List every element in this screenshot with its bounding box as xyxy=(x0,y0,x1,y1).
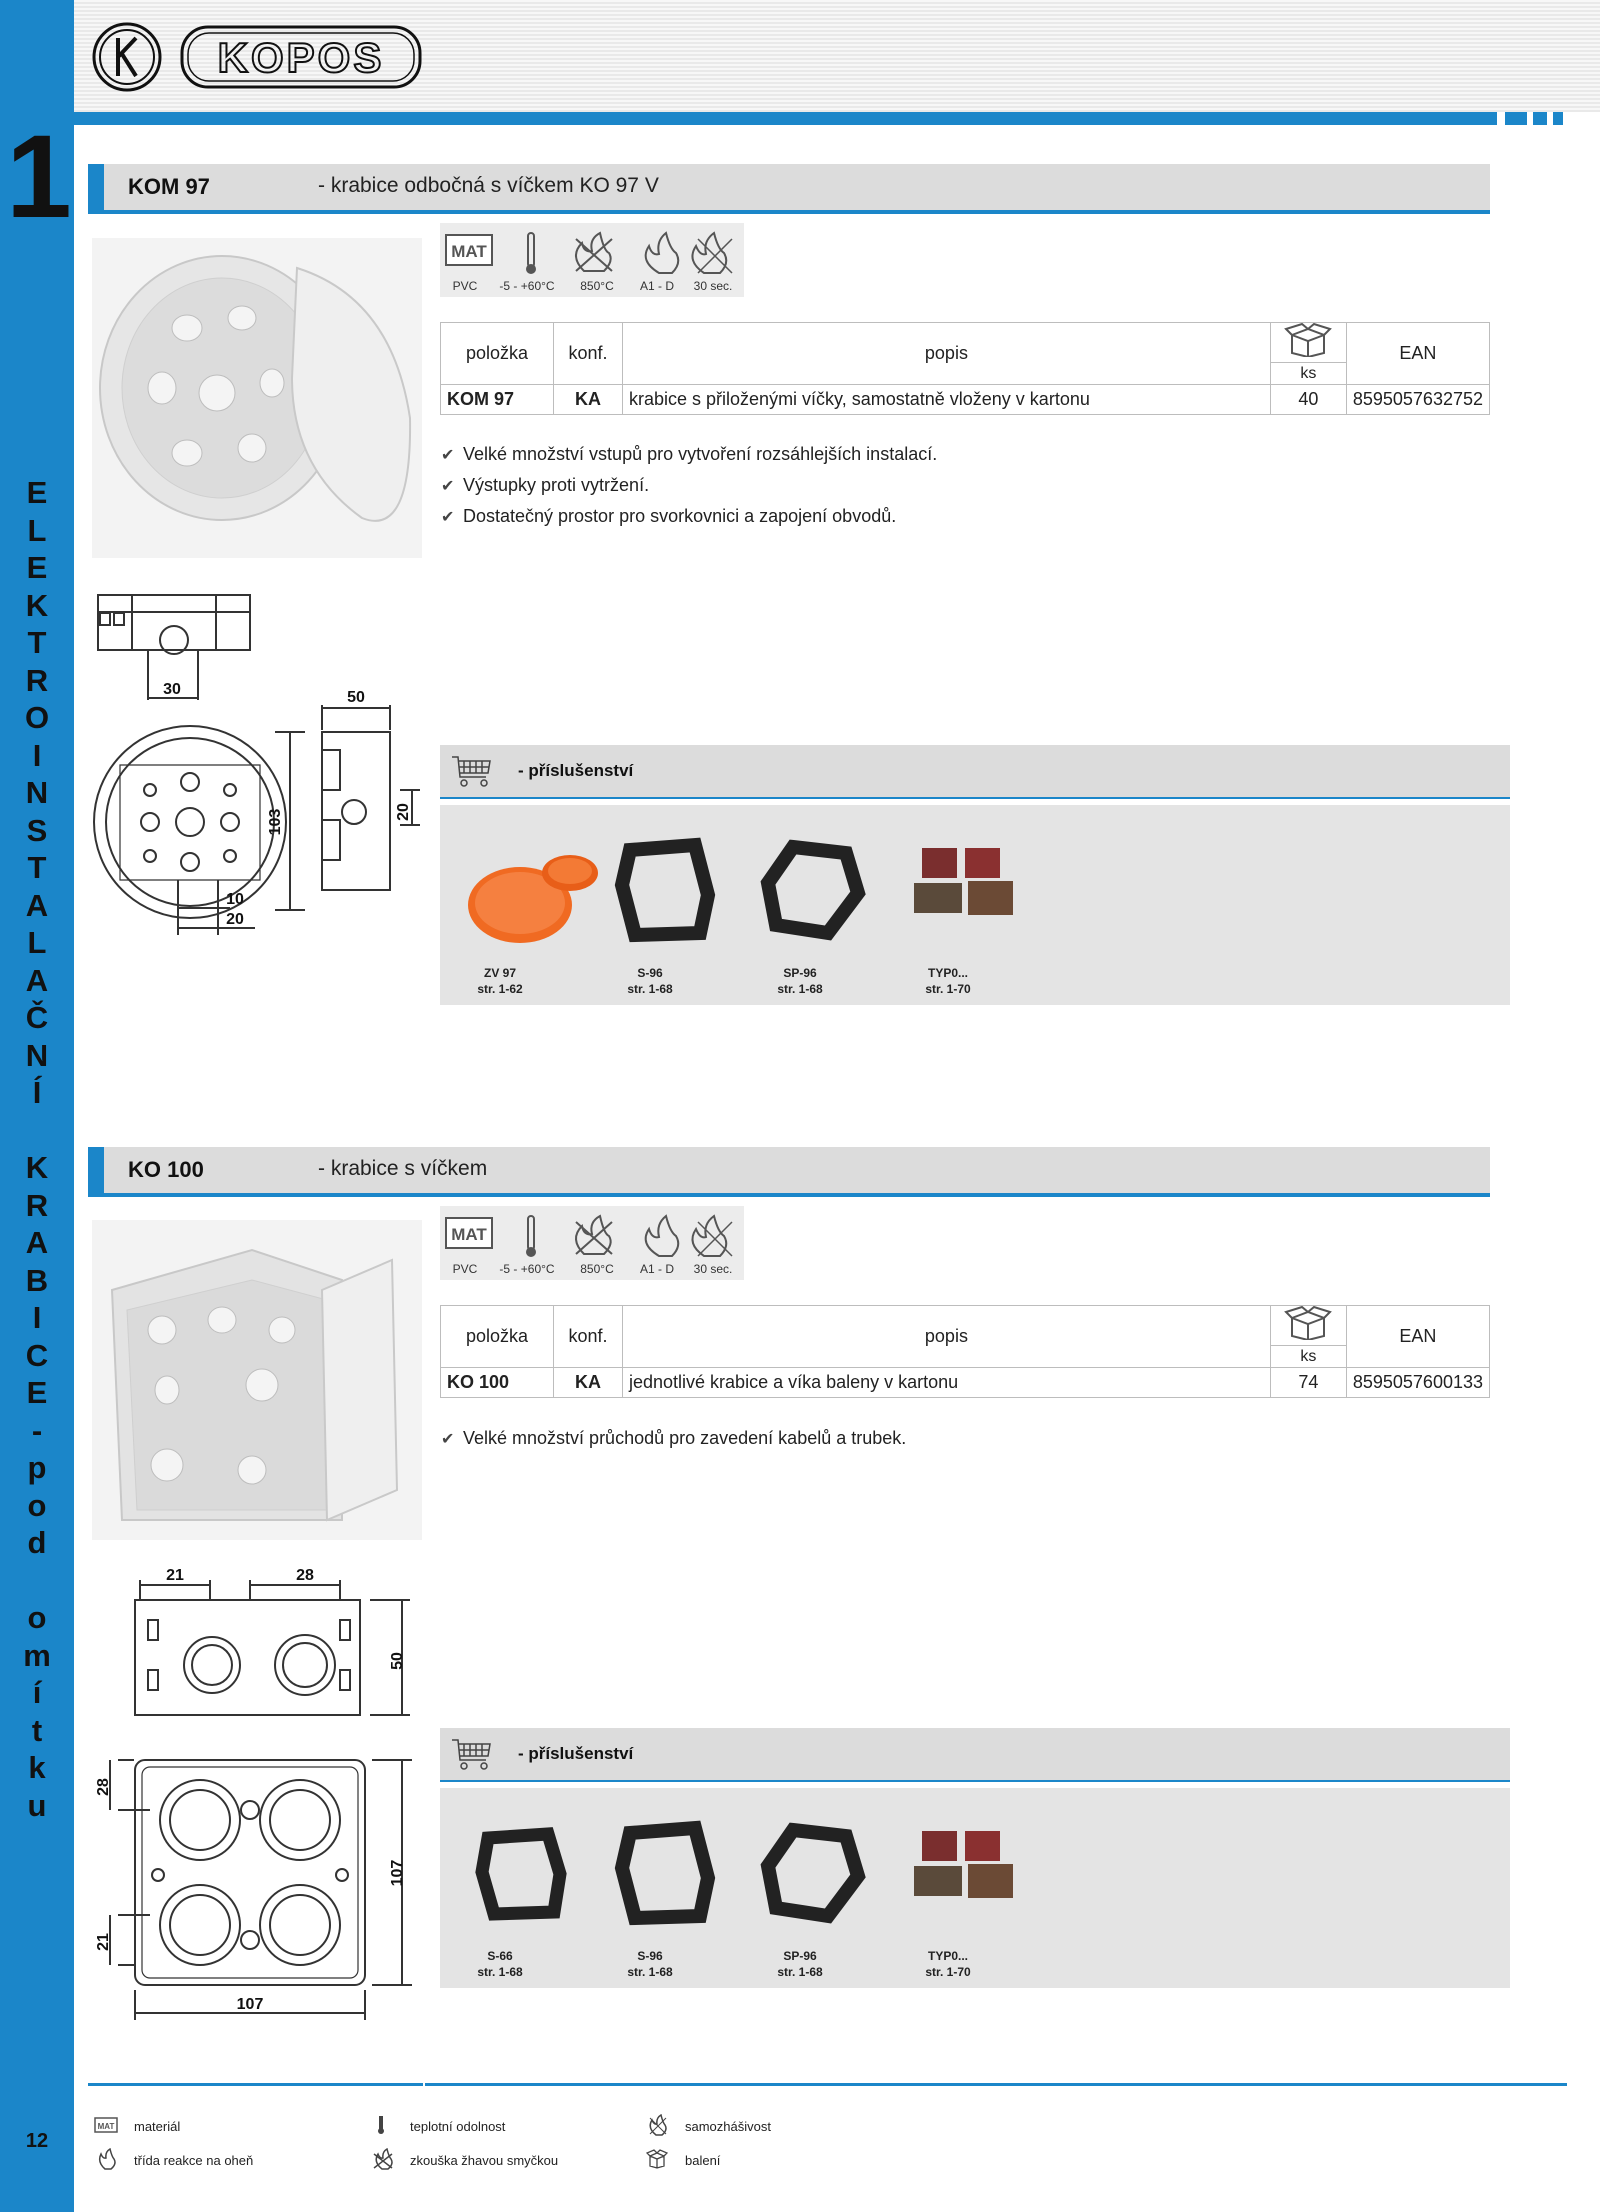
self-extinguish-value: 30 sec. xyxy=(693,1262,733,1276)
vertical-letter: C xyxy=(25,1337,49,1373)
table-row xyxy=(441,385,1490,415)
box-icon xyxy=(1270,323,1346,363)
header-item: položka xyxy=(441,1306,554,1368)
technical-drawing-ko100 xyxy=(90,1565,430,2050)
spec-table-ko100 xyxy=(440,1305,1490,1398)
glow-wire-value: 850°C xyxy=(580,1262,614,1276)
product-title: - krabice s víčkem xyxy=(318,1157,488,1180)
vertical-letter: N xyxy=(25,775,49,810)
glow-wire-icon xyxy=(372,2148,394,2170)
vertical-letter: S xyxy=(26,812,48,848)
vertical-letter: O xyxy=(24,700,50,735)
accessory-label: S-96 str. 1-68 xyxy=(627,966,673,996)
header-square xyxy=(1505,112,1527,125)
vertical-letter: L xyxy=(27,925,47,960)
vertical-letter: p xyxy=(27,1450,47,1485)
dim-label: 21 xyxy=(95,1933,112,1951)
terminal-typ0-image xyxy=(910,843,1030,933)
accessory-label: SP-96 str. 1-68 xyxy=(777,1949,823,1979)
row-item: KO 100 xyxy=(441,1368,554,1398)
terminal-typ0-image xyxy=(910,1826,1030,1916)
section-accent xyxy=(88,1147,104,1197)
row-item: KOM 97 xyxy=(441,385,554,415)
dim-label: 28 xyxy=(296,1567,314,1584)
spacer-s66-image xyxy=(470,1824,570,1924)
dim-label: 103 xyxy=(267,808,284,836)
header-square xyxy=(1553,112,1563,125)
check-icon: ✔ xyxy=(441,478,455,495)
vertical-letter: u xyxy=(27,1787,47,1823)
accessories-title: - příslušenství xyxy=(518,1744,634,1763)
vertical-letter: K xyxy=(25,1150,49,1185)
vertical-letter: d xyxy=(27,1525,47,1560)
fire-class-value: A1 - D xyxy=(639,279,674,293)
vertical-letter: K xyxy=(25,587,49,623)
glow-wire-value: 850°C xyxy=(580,279,614,293)
check-icon: ✔ xyxy=(441,1431,455,1448)
accessory-label: ZV 97 str. 1-62 xyxy=(477,966,523,996)
page-number: 12 xyxy=(25,2130,49,2152)
vertical-letter: R xyxy=(25,662,49,698)
dim-label: 20 xyxy=(395,803,412,821)
vertical-letter: L xyxy=(27,512,47,548)
vertical-letter: R xyxy=(25,1187,49,1223)
property-icons xyxy=(440,223,744,297)
product-title: - krabice odbočná s víčkem KO 97 V xyxy=(318,174,659,197)
legend-material: materiál xyxy=(134,2119,181,2134)
list-item: ✔ Velké množství vstupů pro vytvoření rozsáhlejších instalací. xyxy=(441,439,937,470)
product-photo-ko100 xyxy=(92,1220,422,1545)
list-item: ✔ Dostatečný prostor pro svorkovnici a zapojení obvodů. xyxy=(441,501,937,532)
accessory-label: SP-96 str. 1-68 xyxy=(777,966,823,996)
footer-rule xyxy=(425,2083,1567,2086)
vertical-letter xyxy=(0,1562,74,1600)
vertical-letter: A xyxy=(25,962,49,998)
temperature-value: -5 - +60°C xyxy=(499,279,555,293)
vertical-letter: I xyxy=(32,737,42,773)
accessories-header xyxy=(440,1728,1510,1782)
property-icons xyxy=(440,1206,744,1280)
row-config: KA xyxy=(554,385,623,415)
dim-label: 30 xyxy=(163,681,181,698)
self-extinguish-value: 30 sec. xyxy=(693,279,733,293)
vertical-section-title xyxy=(0,474,74,1824)
vertical-letter: E xyxy=(26,1375,48,1410)
header-rule xyxy=(74,112,1497,125)
dim-label: 50 xyxy=(347,689,365,706)
legend-reaction-to-fire: třída reakce na oheň xyxy=(134,2153,254,2168)
header-config: konf. xyxy=(554,323,623,385)
thermometer-icon xyxy=(376,2115,386,2135)
dim-label: 28 xyxy=(95,1778,112,1796)
technical-drawing-kom97 xyxy=(90,590,430,945)
vertical-letter: - xyxy=(31,1412,43,1448)
vertical-letter: T xyxy=(27,625,47,660)
vertical-letter: Í xyxy=(32,1075,42,1110)
vertical-letter: k xyxy=(28,1750,46,1785)
mat-legend-icon xyxy=(94,2117,118,2133)
feature-list xyxy=(441,1423,906,1454)
material-value: PVC xyxy=(452,1262,478,1276)
accessory-label: TYP0... str. 1-70 xyxy=(925,966,971,996)
row-ean: 8595057600133 xyxy=(1346,1368,1489,1398)
section-accent xyxy=(88,164,104,214)
mat-icon: MAT xyxy=(451,242,487,261)
vertical-letter: í xyxy=(32,1675,42,1710)
self-extinguish-icon xyxy=(646,2114,668,2136)
vertical-letter: Č xyxy=(25,1000,49,1035)
box-legend-icon xyxy=(646,2149,668,2169)
vertical-letter: o xyxy=(27,1600,47,1635)
list-item: ✔ Velké množství průchodů pro zavedení kabelů a trubek. xyxy=(441,1423,906,1454)
fire-class-value: A1 - D xyxy=(639,1262,674,1276)
legend-temperature: teplotní odolnost xyxy=(410,2119,506,2134)
dim-label: 107 xyxy=(389,1859,406,1887)
vertical-letter: A xyxy=(25,1225,49,1260)
header-pack-unit: ks xyxy=(1270,363,1346,385)
footer-rule xyxy=(88,2083,423,2086)
list-item: ✔ Výstupky proti vytržení. xyxy=(441,470,937,501)
mat-legend-text: MAT xyxy=(97,2122,115,2131)
header-ean: EAN xyxy=(1346,1306,1489,1368)
accessories-header xyxy=(440,745,1510,799)
section-bar-ko100 xyxy=(88,1147,1490,1197)
dim-label: 107 xyxy=(236,1996,264,2013)
cover-zv97-image xyxy=(460,843,600,953)
header-config: konf. xyxy=(554,1306,623,1368)
row-qty: 74 xyxy=(1270,1368,1346,1398)
vertical-letter: I xyxy=(32,1300,42,1335)
table-row xyxy=(441,1368,1490,1398)
vertical-letter: m xyxy=(23,1637,51,1673)
spacer-sp96-image xyxy=(758,1818,868,1928)
spacer-s96-image xyxy=(610,1818,720,1928)
dim-label: 20 xyxy=(226,911,244,928)
brand-text: KOPOS xyxy=(217,34,385,81)
product-code: KO 100 xyxy=(128,1157,204,1182)
shopping-cart-icon xyxy=(450,1736,494,1772)
vertical-letter: T xyxy=(27,850,47,885)
vertical-letter: o xyxy=(27,1487,47,1523)
accessory-label: TYP0... str. 1-70 xyxy=(925,1949,971,1979)
row-config: KA xyxy=(554,1368,623,1398)
temperature-value: -5 - +60°C xyxy=(499,1262,555,1276)
accessory-label: S-66 str. 1-68 xyxy=(477,1949,523,1979)
header-item: položka xyxy=(441,323,554,385)
header-description: popis xyxy=(623,323,1271,385)
feature-list xyxy=(441,439,937,532)
check-icon: ✔ xyxy=(441,447,455,464)
dim-label: 50 xyxy=(389,1652,406,1670)
kopos-logo xyxy=(90,20,430,99)
legend-glow-wire: zkouška žhavou smyčkou xyxy=(410,2153,559,2168)
legend-self-extinguish: samozhášivost xyxy=(685,2119,771,2134)
row-qty: 40 xyxy=(1270,385,1346,415)
header-description: popis xyxy=(623,1306,1271,1368)
vertical-letter: t xyxy=(31,1712,43,1748)
vertical-letter xyxy=(0,1112,74,1150)
vertical-letter: N xyxy=(25,1037,49,1073)
spec-table-kom97 xyxy=(440,322,1490,415)
product-code: KOM 97 xyxy=(128,174,210,199)
header-pack-unit: ks xyxy=(1270,1346,1346,1368)
vertical-letter: E xyxy=(26,550,48,585)
accessory-label: S-96 str. 1-68 xyxy=(627,1949,673,1979)
shopping-cart-icon xyxy=(450,753,494,789)
box-icon xyxy=(1270,1306,1346,1346)
accessories-panel xyxy=(440,1788,1510,1988)
header-ean: EAN xyxy=(1346,323,1489,385)
material-value: PVC xyxy=(452,279,478,293)
mat-icon: MAT xyxy=(451,1225,487,1244)
chapter-number: 1 xyxy=(6,111,68,243)
vertical-letter: A xyxy=(25,887,49,923)
dim-label: 21 xyxy=(166,1567,184,1584)
vertical-letter: E xyxy=(26,475,48,510)
row-description: jednotlivé krabice a víka baleny v kartonu xyxy=(623,1368,1271,1398)
spacer-s96-image xyxy=(610,835,720,945)
check-icon: ✔ xyxy=(441,509,455,526)
row-ean: 8595057632752 xyxy=(1346,385,1489,415)
flame-icon xyxy=(96,2148,116,2170)
dim-label: 10 xyxy=(226,891,244,908)
product-photo-kom97 xyxy=(92,238,422,563)
section-bar-kom97 xyxy=(88,164,1490,214)
legend-packaging: balení xyxy=(685,2153,721,2168)
row-description: krabice s přiloženými víčky, samostatně vloženy v kartonu xyxy=(623,385,1271,415)
vertical-letter: B xyxy=(25,1262,49,1298)
header-square xyxy=(1533,112,1547,125)
spacer-sp96-image xyxy=(758,835,868,945)
accessories-panel xyxy=(440,805,1510,1005)
accessories-title: - příslušenství xyxy=(518,761,634,780)
